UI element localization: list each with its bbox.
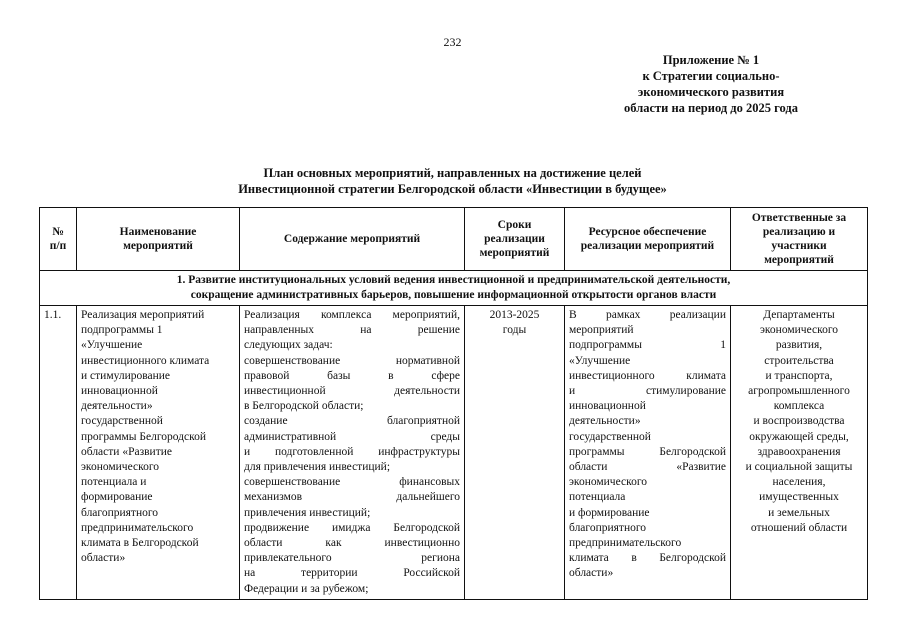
cell-line: Реализация мероприятий bbox=[81, 309, 205, 321]
cell-line: программы Белгородской bbox=[569, 445, 726, 458]
cell-line: и земельных bbox=[768, 506, 830, 519]
appendix-line: Приложение № 1 bbox=[662, 53, 760, 67]
cell-line: программы Белгородской bbox=[81, 430, 207, 443]
cell-line: Федерации и за рубежом; bbox=[244, 582, 369, 595]
cell-line: государственной bbox=[81, 415, 163, 428]
cell-line: благоприятного bbox=[81, 506, 159, 519]
cell-line: подпрограммы 1 bbox=[569, 339, 726, 352]
cell-line: следующих задач: bbox=[244, 339, 333, 352]
cell-line: совершенствование финансовых bbox=[244, 476, 460, 489]
cell-line: области «Развитие bbox=[81, 445, 172, 458]
header-responsible: Ответственные за реализацию и участники мероприятий bbox=[731, 208, 868, 271]
cell-line: направленных на решение bbox=[244, 324, 460, 337]
title-line: Инвестиционной стратегии Белгородской области «Инвестиции в будущее» bbox=[238, 182, 667, 196]
document-title bbox=[0, 165, 905, 197]
title-line: План основных мероприятий, направленных на достижение целей bbox=[263, 166, 642, 180]
header-content: Содержание мероприятий bbox=[240, 208, 465, 271]
cell-line: и социальной защиты bbox=[745, 461, 853, 474]
cell-line: «Улучшение bbox=[81, 339, 143, 352]
cell-line: области» bbox=[569, 567, 614, 580]
cell-line: благоприятного bbox=[569, 521, 647, 534]
cell-line: создание благоприятной bbox=[244, 415, 460, 428]
cell-line: климата в Белгородской bbox=[569, 552, 726, 565]
appendix-line: экономического развития bbox=[637, 85, 785, 99]
cell-line: подпрограммы 1 bbox=[81, 324, 163, 337]
section-line: сокращение административных барьеров, повышение информационной открытости органов власти bbox=[190, 289, 717, 301]
section-row bbox=[40, 271, 868, 306]
cell-line: агропромышленного bbox=[748, 385, 850, 398]
cell-line: инвестиционного климата bbox=[81, 354, 210, 367]
cell-line: инновационной bbox=[569, 400, 646, 413]
appendix-line: области на период до 2025 года bbox=[624, 101, 798, 115]
cell-line: инвестиционной деятельности bbox=[244, 385, 460, 398]
cell-line: привлечения инвестиций; bbox=[244, 506, 371, 519]
section-line: 1. Развитие институциональных условий ведения инвестиционной и предпринимательской деятельности, bbox=[176, 274, 731, 286]
cell-line: Реализация комплекса мероприятий, bbox=[244, 309, 460, 321]
cell-line: инвестиционного климата bbox=[569, 369, 726, 382]
cell-line: и подготовленной инфраструктуры bbox=[244, 445, 460, 458]
cell-line: совершенствование нормативной bbox=[244, 354, 460, 367]
cell-line: здравоохранения bbox=[757, 445, 841, 458]
cell-line: и воспроизводства bbox=[753, 415, 845, 428]
cell-line: в Белгородской области; bbox=[244, 400, 364, 413]
cell-line: для привлечения инвестиций; bbox=[244, 461, 391, 474]
cell-line: деятельности» bbox=[569, 415, 641, 428]
cell-line: строительства bbox=[764, 354, 834, 367]
cell-line: отношений области bbox=[750, 521, 848, 534]
cell-line: инновационной bbox=[81, 385, 158, 398]
cell-line: и стимулирование bbox=[569, 385, 726, 398]
cell-line: правовой базы в сфере bbox=[244, 369, 460, 382]
cell-line: деятельности» bbox=[81, 400, 153, 413]
cell-line: предпринимательского bbox=[569, 537, 682, 550]
cell-line: потенциала bbox=[569, 491, 626, 504]
cell-line: и транспорта, bbox=[765, 369, 833, 382]
cell-line: имущественных bbox=[759, 491, 839, 504]
cell-line: мероприятий bbox=[569, 324, 634, 337]
cell-line: области «Развитие bbox=[569, 461, 726, 474]
cell-line: 2013-2025 bbox=[489, 309, 540, 321]
cell-line: Департаменты bbox=[763, 309, 835, 321]
appendix-header bbox=[581, 52, 841, 116]
cell-line: области» bbox=[81, 552, 126, 565]
cell-name bbox=[77, 306, 240, 600]
cell-line: «Улучшение bbox=[569, 354, 631, 367]
cell-line: развития, bbox=[775, 339, 823, 352]
cell-content bbox=[240, 306, 465, 600]
cell-line: предпринимательского bbox=[81, 521, 194, 534]
cell-resources bbox=[565, 306, 731, 600]
cell-line: экономического bbox=[81, 461, 160, 474]
table-header-row bbox=[40, 208, 868, 271]
page-number: 232 bbox=[443, 35, 462, 49]
cell-number: 1.1. bbox=[40, 306, 77, 600]
cell-line: и стимулирование bbox=[81, 369, 171, 382]
cell-line: механизмов дальнейшего bbox=[244, 491, 460, 504]
cell-line: формирование bbox=[81, 491, 153, 504]
cell-line: годы bbox=[502, 324, 527, 337]
header-period: Сроки реализации мероприятий bbox=[465, 208, 565, 271]
cell-line: окружающей среды, bbox=[749, 430, 849, 443]
cell-line: области как инвестиционно bbox=[244, 537, 460, 550]
table-row bbox=[40, 306, 868, 600]
plan-table bbox=[39, 207, 868, 600]
header-resources: Ресурсное обеспечение реализации мероприятий bbox=[565, 208, 731, 271]
cell-line: привлекательного региона bbox=[244, 552, 460, 565]
cell-line: государственной bbox=[569, 430, 651, 443]
cell-line: населения, bbox=[772, 476, 826, 489]
cell-period bbox=[465, 306, 565, 600]
cell-line: на территории Российской bbox=[244, 567, 460, 580]
cell-line: потенциала и bbox=[81, 476, 147, 489]
section-title bbox=[40, 271, 868, 306]
cell-line: экономического bbox=[759, 324, 839, 337]
cell-line: климата в Белгородской bbox=[81, 537, 199, 550]
cell-line: и формирование bbox=[569, 506, 650, 519]
appendix-line: к Стратегии социально- bbox=[642, 69, 780, 83]
cell-line: комплекса bbox=[773, 400, 825, 413]
header-number: № п/п bbox=[40, 208, 77, 271]
header-name: Наименование мероприятий bbox=[77, 208, 240, 271]
cell-line: экономического bbox=[569, 476, 648, 489]
cell-responsible bbox=[731, 306, 868, 600]
cell-line: административной среды bbox=[244, 430, 460, 443]
cell-line: В рамках реализации bbox=[569, 309, 726, 321]
cell-line: продвижение имиджа Белгородской bbox=[244, 521, 460, 534]
